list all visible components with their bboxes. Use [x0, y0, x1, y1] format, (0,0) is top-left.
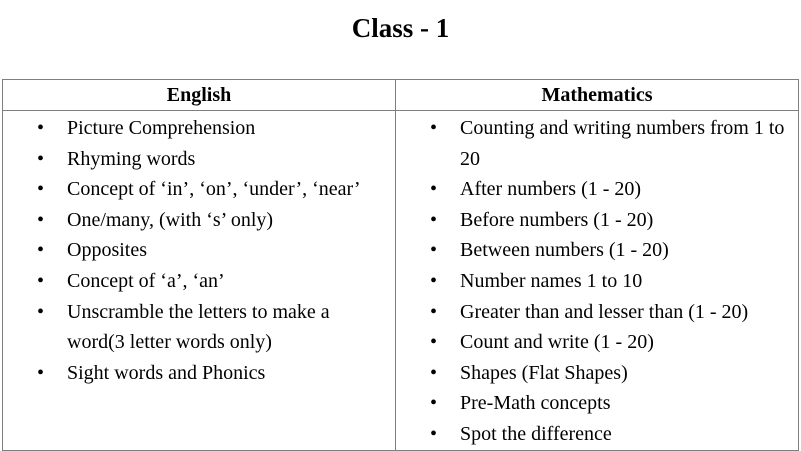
list-item: • Number names 1 to 10 [396, 266, 798, 297]
list-item: • Between numbers (1 - 20) [396, 235, 798, 266]
list-item: • Unscramble the letters to make a word(3 letter words only) [3, 297, 395, 358]
list-item: • Before numbers (1 - 20) [396, 205, 798, 236]
english-topic-list [3, 111, 395, 388]
syllabus-table [2, 79, 799, 451]
list-item: • Picture Comprehension [3, 113, 395, 144]
page-title: Class - 1 [351, 13, 450, 43]
english-cell [3, 111, 396, 451]
list-item: • Counting and writing numbers from 1 to 20 [396, 113, 798, 174]
list-item: • Shapes (Flat Shapes) [396, 358, 798, 389]
list-item: • Pre-Math concepts [396, 388, 798, 419]
list-item: • After numbers (1 - 20) [396, 174, 798, 205]
list-item: • Concept of ‘in’, ‘on’, ‘under’, ‘near’ [3, 174, 395, 205]
table-row [3, 111, 799, 451]
list-item: • Spot the difference [396, 419, 798, 450]
list-item: • Concept of ‘a’, ‘an’ [3, 266, 395, 297]
list-item: • Count and write (1 - 20) [396, 327, 798, 358]
list-item: • Rhyming words [3, 144, 395, 175]
list-item: • Sight words and Phonics [3, 358, 395, 389]
mathematics-cell [396, 111, 799, 451]
mathematics-topic-list [396, 111, 798, 450]
list-item: • One/many, (with ‘s’ only) [3, 205, 395, 236]
column-header-english: English [3, 80, 396, 111]
list-item: • Greater than and lesser than (1 - 20) [396, 297, 798, 328]
table-header-row [3, 80, 799, 111]
list-item: • Opposites [3, 235, 395, 266]
column-header-mathematics: Mathematics [396, 80, 799, 111]
